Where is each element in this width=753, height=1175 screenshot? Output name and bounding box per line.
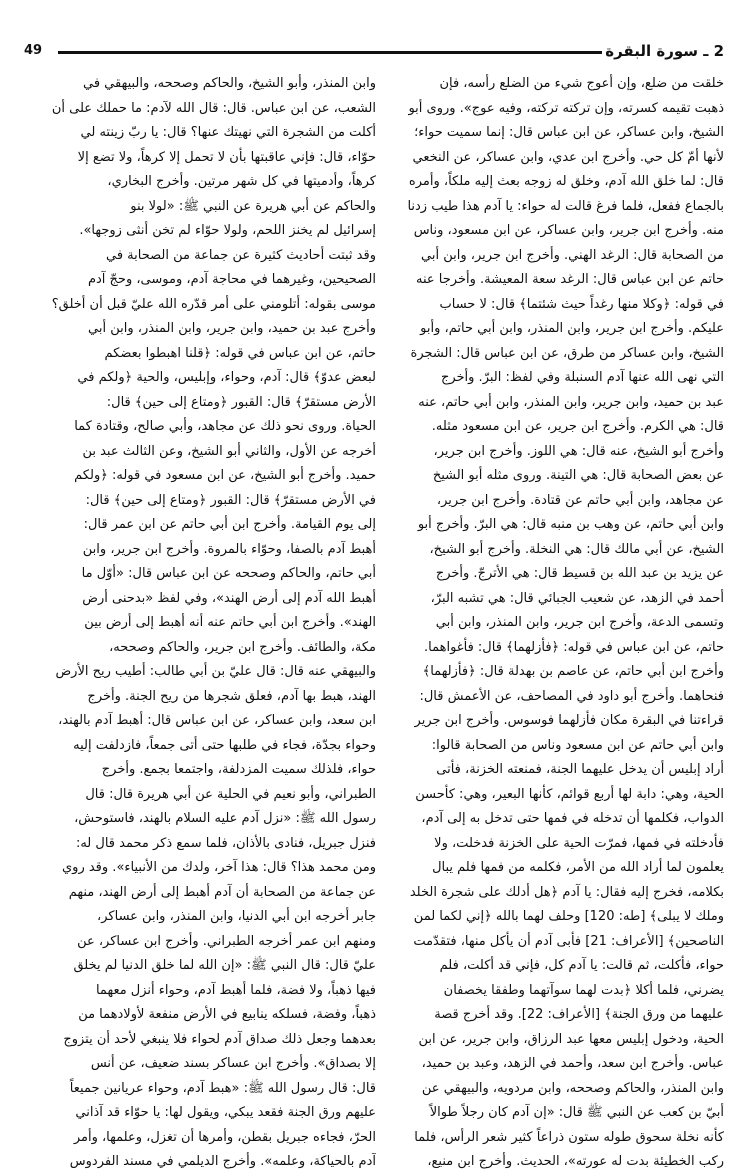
text-line: وابن أبي حاتم، عن وهب بن منبه قال: هي البرّ. وأخرج أبو	[417, 517, 724, 532]
text-line: حواء، فأكلت، ثم قالت: يا آدم كل، فإني قد أكلت، فلم	[439, 958, 724, 973]
text-line: حاتم، عن ابن عباس في قوله: ﴿فأزلهما﴾ قال: فأغواهما.	[424, 639, 724, 655]
text-line: قراءتنا في البقرة مكان فأزلهما فوسوس. وأخرج ابن جرير	[414, 713, 724, 728]
text-line: قال: هي الكرم. وأخرج ابن جرير، عن ابن مسعود مثله.	[431, 419, 724, 434]
text-line: موسى بقوله: أتلومني على أمر قدّره الله عليّ قبل أن أخلق؟	[51, 296, 376, 312]
text-line: لبعض عدوّ﴾ قال: آدم، وحواء، وإبليس، والحية ﴿ولكم في	[77, 370, 376, 385]
text-line: حواء، فلذلك سميت المزدلفة، واجتمعا بجمع. وأخرج	[101, 762, 376, 777]
text-line: الهند، هبط بها آدم، فعلق شجرها من ريح الجنة. وأخرج	[87, 688, 376, 704]
text-line: عبد بن حميد، وابن جرير، وابن المنذر، وابن أبي حاتم، عنه	[418, 394, 724, 410]
text-line: يضرني، فلما أكلا ﴿بدت لهما سوآتهما وطفقا يخصفان	[443, 982, 724, 998]
text-line: عن جماعة من الصحابة أن آدم أهبط إلى أرض الهند، منهم	[68, 884, 376, 900]
text-line: قال: قال رسول الله ﷺ: «هبط آدم، وحواء عريانين جميعاً	[69, 1080, 376, 1096]
text-line: بعدهما وجعل ذلك صداق آدم لحواء فلا ينبغي لأحد أن يتزوج	[63, 1031, 376, 1047]
text-line: قال: لما خلق الله آدم، وخلق له زوجه بعث إليه ملكاً، وأمره	[408, 174, 724, 189]
text-line: حاتم، عن ابن عباس في قوله: ﴿قلنا اهبطوا بعضكم	[104, 345, 376, 361]
text-line: عليهم ورق الجنة فقعد يبكي، ويقول لها: يا حوّاء قد آذاني	[75, 1105, 376, 1120]
text-line: والحاكم عن أبي هريرة عن النبي ﷺ: «لولا بنو	[130, 198, 376, 214]
text-line: الصحيحين، وغيرهما في محاجة آدم، وموسى، وحجّ آدم	[87, 272, 376, 287]
text-line: حاتم عن ابن عباس قال: الرغد سعة المعيشة. وأخرجا عنه	[416, 272, 724, 287]
page-header	[24, 40, 724, 66]
text-line: الشيخ، عن أبي مالك قال: هي النخلة. وأخرج أبو الشيخ،	[429, 541, 724, 557]
text-line: ومنهم ابن عمر أخرجه الطبراني. وأخرج ابن عساكر، عن	[77, 933, 376, 949]
text-line: أبيّ بن كعب عن النبي ﷺ قال: «إن آدم كان رجلاً طوالاً	[429, 1105, 724, 1120]
text-line: الدواب، فكلمها أن تدخله في فمها حتى تدخل به إلى آدم،	[421, 811, 724, 826]
text-line: جابر أخرجه ابن أبي الدنيا، وابن المنذر، وابن عساكر،	[97, 909, 376, 924]
text-line: الحياة. وروى نحو ذلك عن مجاهد، وأبي صالح، وقتادة كما	[74, 419, 376, 434]
text-line: أبي حاتم، والحاكم وصححه عن ابن عباس قال: «أوّل ما	[81, 566, 376, 581]
text-line: وأخرج عبد بن حميد، وابن جرير، وابن المنذر، وابن أبي	[88, 321, 376, 336]
text-line: أحمد في الزهد، عن شعيب الجبائي قال: هي تشبه البرّ،	[430, 590, 724, 606]
text-line: وقد ثبتت أحاديث كثيرة عن جماعة من الصحابة في	[106, 247, 376, 263]
text-line: وأخرج ابن أبي حاتم، عن عاصم بن بهدلة قال: ﴿فأزلهما﴾	[422, 664, 724, 679]
text-line: في قوله: ﴿وكلا منها رغداً حيث شئتما﴾ قال: لا حساب	[439, 296, 724, 312]
text-line: الحية، وهي: دابة لها أربع قوائم، كأنها البعير، وهي: كأحسن	[415, 786, 724, 802]
text-line: حميد. وأخرج أبو الشيخ، عن ابن مسعود في قوله: ﴿ولكم	[74, 468, 376, 483]
text-line: والبيهقي عنه قال: قال عليّ بن أبي طالب: أطيب ريح الأرض	[55, 664, 376, 679]
text-line: فيها ذهباً، ولا فضة، فلما أهبط آدم، وحواء أنزل معهما	[95, 982, 376, 998]
page-number: 49	[24, 43, 43, 58]
text-line: حوّاء، قال: فإني عاقبتها بأن لا تحمل إلا كرهاً، ولا تضع إلا	[77, 149, 376, 165]
text-line: إلى يوم القيامة. وأخرج ابن أبي حاتم عن ابن عمر قال:	[83, 517, 376, 532]
text-line: أخرجه عن الأول، والثاني أبو الشيخ، وعن الثالث عبد بن	[82, 443, 376, 459]
text-line: وحواء بجدّة، فجاء في طلبها حتى أتى جمعاً، فازدلفت إليه	[73, 737, 376, 753]
text-line: بالجماع ففعل، فلما فرغ قالت له حواء: يا آدم هذا طيب زدنا	[407, 198, 724, 214]
text-line: وتسمى الدعة، وأخرج ابن جرير، وابن المنذر، وابن أبي	[435, 615, 724, 630]
text-line: عليكم. وأخرج ابن جرير، وابن المنذر، وابن أبي حاتم، وأبو	[420, 321, 724, 336]
text-line: وابن المنذر، والحاكم وصححه، وابن مردويه، والبيهقي عن	[421, 1080, 724, 1096]
text-line: من الصحابة قال: الرغد الهني. وأخرج ابن جرير، وابن أبي	[421, 247, 724, 263]
text-line: إسرائيل لم يخنز اللحم، ولولا حوّاء لم تخن أنثى زوجها».	[79, 223, 376, 238]
text-line: الحرّ، فجاءه جبريل بقطن، وأمرها أن تغزل، وعلمها، وأمر	[73, 1129, 376, 1145]
text-line: خلقت من ضلع، وإن أعوج شيء من الضلع رأسه، فإن	[439, 76, 724, 91]
text-column-left	[42, 72, 376, 1175]
text-line: يعلمون لما أراد الله من الأمر، فكلمه من فمها فلم يبال	[432, 860, 724, 875]
text-line: الشيخ، وابن عساكر، عن ابن عباس قال: إنما سميت حواء؛	[414, 125, 724, 140]
text-line: وملك لا يبلى﴾ [طه: 120] وحلف لهما بالله ﴿إني لكما لمن	[413, 909, 724, 924]
text-line: كأنه نخلة سحوق طوله ستون ذراعاً كثير شعر الرأس، فلما	[414, 1129, 724, 1145]
text-line: وأخرج أبو الشيخ، عنه قال: هي اللوز. وأخرج ابن جرير،	[433, 443, 724, 459]
text-line: كرهاً، وأدميتها في كل شهر مرتين. وأخرج البخاري،	[107, 174, 376, 189]
text-line: عن بعض الصحابة قال: هي التينة. وروى مثله أبو الشيخ	[432, 468, 724, 483]
text-line: إلا بصداق». وأخرج ابن عساكر بسند ضعيف، عن أنس	[90, 1056, 376, 1071]
text-column-right	[390, 72, 724, 1175]
text-line: فنزل جبريل، فنادى بالأذان، فلما سمع ذكر محمد قال له:	[75, 835, 376, 851]
surah-title: 2 ـ سورة البقرة	[605, 42, 724, 60]
text-line: الشعب، عن ابن عباس. قال: قال الله لآدم: ما حملك على أن	[51, 100, 376, 116]
text-line: عن يزيد بن عبد الله بن قسيط قال: هي الأترجّ. وأخرج	[435, 566, 724, 581]
text-line: عن مجاهد، وابن أبي حاتم عن قتادة. وأخرج ابن جرير،	[436, 492, 724, 508]
text-line: لأنها أمّ كل حي. وأخرج ابن عدي، وابن عساكر، عن النخعي	[412, 149, 724, 165]
text-line: التي نهى الله عنها آدم السنبلة وفي لفظ: البرّ. وأخرج	[440, 370, 724, 385]
text-line: ذهباً، وفضة، فسلكه ينابيع في الأرض منفعة لأولادهما من	[78, 1007, 376, 1022]
text-line: عباس. وأخرج ابن سعد، وأحمد في الزهد، وعبد بن حميد،	[421, 1056, 724, 1071]
text-line: وابن المنذر، وأبو الشيخ، والحاكم وصححه، والبيهقي في	[82, 76, 376, 91]
text-line: الناصحين﴾ [الأعراف: 21] فأبى آدم أن يأكل منها، فتقدّمت	[413, 933, 724, 949]
text-line: ركب الخطيئة بدت له عورته»، الحديث. وأخرج ابن منيع،	[427, 1154, 724, 1169]
text-line: آدم بالحياكة، وعلمه». وأخرج الديلمي في مسند الفردوس	[69, 1154, 376, 1169]
text-line: فنحاهما. وأخرج أبو داود في المصاحف، عن الأعمش قال:	[419, 688, 724, 704]
text-line: الشيخ، وابن عساكر من طرق، عن ابن عباس قال: الشجرة	[410, 345, 724, 361]
text-line: الهند». وأخرج ابن أبي حاتم عنه أنه أهبط إلى أرض بين	[84, 615, 376, 630]
text-line: عليّ قال: قال النبي ﷺ: «إن الله لما خلق الدنيا لم يخلق	[73, 958, 376, 973]
text-line: عليهما من ورق الجنة﴾ [الأعراف: 22]. وقد أخرج قصة	[434, 1007, 724, 1022]
text-line: فأدخلته في فمها، فمرّت الحية على الخزنة فدخلت، ولا	[434, 835, 724, 851]
text-line: الطبراني، وأبو نعيم في الحلية عن أبي هريرة قال: قال	[85, 786, 376, 802]
text-line: مكة، والطائف. وأخرج ابن جرير، والحاكم وصححه،	[109, 639, 376, 655]
text-line: وابن أبي حاتم عن ابن مسعود وناس من الصحابة قالوا:	[431, 737, 724, 753]
text-line: الأرض مستقرّ﴾ قال: القبور ﴿ومتاع إلى حين﴾ قال:	[106, 394, 376, 410]
text-line: بكلامه، فخرج إليه فقال: يا آدم ﴿هل أدلك على شجرة الخلد	[409, 884, 724, 900]
text-line: رسول الله ﷺ: «نزل آدم عليه السلام بالهند، فاستوحش،	[74, 811, 376, 826]
text-line: أكلت من الشجرة التي نهيتك عنها؟ قال: يا ربّ زينته لي	[80, 125, 376, 140]
text-line: منه. وأخرج ابن جرير، وابن عساكر، عن ابن مسعود، وناس	[413, 223, 724, 238]
text-line: ومن محمد هذا؟ قال: هذا آخر، ولدك من الأنبياء». وقد روي	[62, 860, 376, 875]
text-line: ابن سعد، وابن عساكر، عن ابن عباس قال: أهبط آدم بالهند،	[58, 713, 376, 728]
text-line: في الأرض مستقرّ﴾ قال: القبور ﴿ومتاع إلى حين﴾ قال:	[85, 492, 376, 508]
text-line: أهبط الله آدم إلى أرض الهند»، وفي لفظ «بدحنى أرض	[82, 590, 376, 606]
text-line: أهبط آدم بالصفا، وحوّاء بالمروة. وأخرج ابن جرير، وابن	[82, 541, 376, 557]
text-line: الحية، ودخول إبليس معها عبد الرزاق، وابن جرير، عن ابن	[418, 1031, 724, 1047]
text-line: أراد إبليس أن يدخل عليهما الجنة، فمنعته الخزنة، فأتى	[436, 762, 724, 777]
header-rule	[58, 51, 602, 54]
text-line: ذهبت تقيمه كسرته، وإن تركته تركته، وفيه عوج». وروى أبو	[408, 100, 724, 116]
